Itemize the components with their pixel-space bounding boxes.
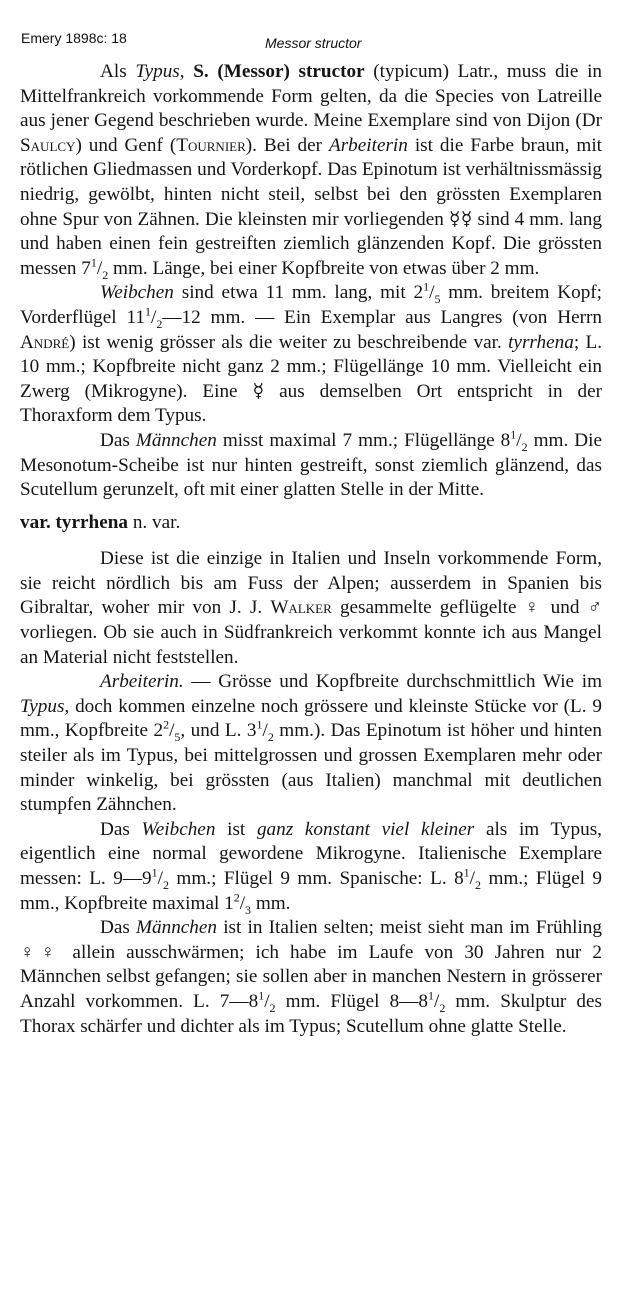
body-text (20, 60, 602, 1039)
citation-header: Emery 1898c: 18 (21, 30, 127, 46)
running-title: Messor structor (265, 35, 362, 51)
paragraph-maennchen: Das Männchen misst maximal 7 mm.; Flügellänge $8^1/_2$ mm. Die Mesonotum-Scheibe ist nur hinten gestreift, sonst ziemlich glänzend, das Scutellum gerunzelt, oft mit einer glatten Stelle in der Mitte. (20, 427, 602, 501)
paragraph-weibchen-var: Das Weibchen ist ganz konstant viel kleiner als im Typus, eigentlich eine normal gewordene Mikrogyne. Italienische Exemplare messen: L. $9—9^1/_2$ mm.; Flügel 9 mm. Spanische: L. $8^1/_2$ mm.; Flügel 9 mm., Kopfbreite maximal $1^2/_3$ mm. (20, 818, 602, 917)
paragraph-weibchen: Weibchen sind etwa 11 mm. lang, mit $2^1/_5$ mm. breitem Kopf; Vorderflügel $11^1/_2—12$ mm. — Ein Exemplar aus Langres (von Herrn André) ist wenig grösser als die weiter zu beschreibende var. tyrrhena; L. 10 mm.; Kopfbreite nicht ganz 2 mm.; Flügellänge 10 mm. Vielleicht ein Zwerg (Mikrogyne). Eine ☿ aus demselben Ort entspricht in der Thoraxform dem Typus. (20, 279, 603, 427)
paragraph-maennchen-var: Das Männchen ist in Italien selten; meist sieht man im Frühling ♀♀ allein ausschwärmen; ich habe im Laufe von 30 Jahren nur 2 Männchen selbst gefangen; sie sollen aber in manchen Nestern in grösserer Anzahl vorkommen. L. $7—8^1/_2$ mm. Flügel $8—8^1/_2$ mm. Skulptur des Thorax schärfer und dichter als im Typus; Scutellum ohne glatte Stelle. (20, 917, 602, 1037)
section-heading: var. tyrrhena n. var. (20, 511, 181, 533)
paragraph-arbeiterin: Arbeiterin. — Grösse und Kopfbreite durchschmittlich Wie im Typus, doch kommen einzelne noch grössere und kleinste Stücke vor (L. 9 mm., Kopfbreite $2^2/_5$, und L. $3^1/_2$ mm.). Das Epinotum ist höher und hinten steiler als im Typus, bei mittelgrossen und grossen Exemplaren mehr oder minder winkelig, bei grössten (aus Italien) manchmal mit deutlichen stumpfen Zähnchen. (20, 671, 602, 816)
paragraph-typus: Als Typus, S. (Messor) structor (typicum) Latr., muss die in Mittelfrankreich vorkommende Form gelten, da die Species von Latreille aus jener Gegend beschrieben wurde. Meine Exemplare sind von Dijon (Dr Saulcy) und Genf (Tournier). Bei der Arbeiterin ist die Farbe braun, mit rötlichen Gliedmassen und Vorderkopf. Das Epinotum ist verhältnissmässig niedrig, gewölbt, hinten nicht steil, selbst bei den grössten Exemplaren ohne Spur von Zähnen. Die kleinsten mir vorliegenden ☿☿ sind 4 mm. lang und haben einen fein gestreiften ziemlich glänzenden Kopf. Die grössten messen $7^1/_2$ mm. Länge, bei einer Kopfbreite von etwas über 2 mm. (20, 61, 603, 282)
paragraph-distribution: Diese ist die einzige in Italien und Inseln vorkommende Form, sie reicht nördlich bis am Fuss der Alpen; ausserdem in Spanien bis Gibraltar, woher mir von J. J. Walker gesammelte geflügelte ♀ und ♂ vorliegen. Ob sie auch in Südfrankreich verkommt konnte ich aus Mangel an Material nicht feststellen. (20, 548, 602, 668)
